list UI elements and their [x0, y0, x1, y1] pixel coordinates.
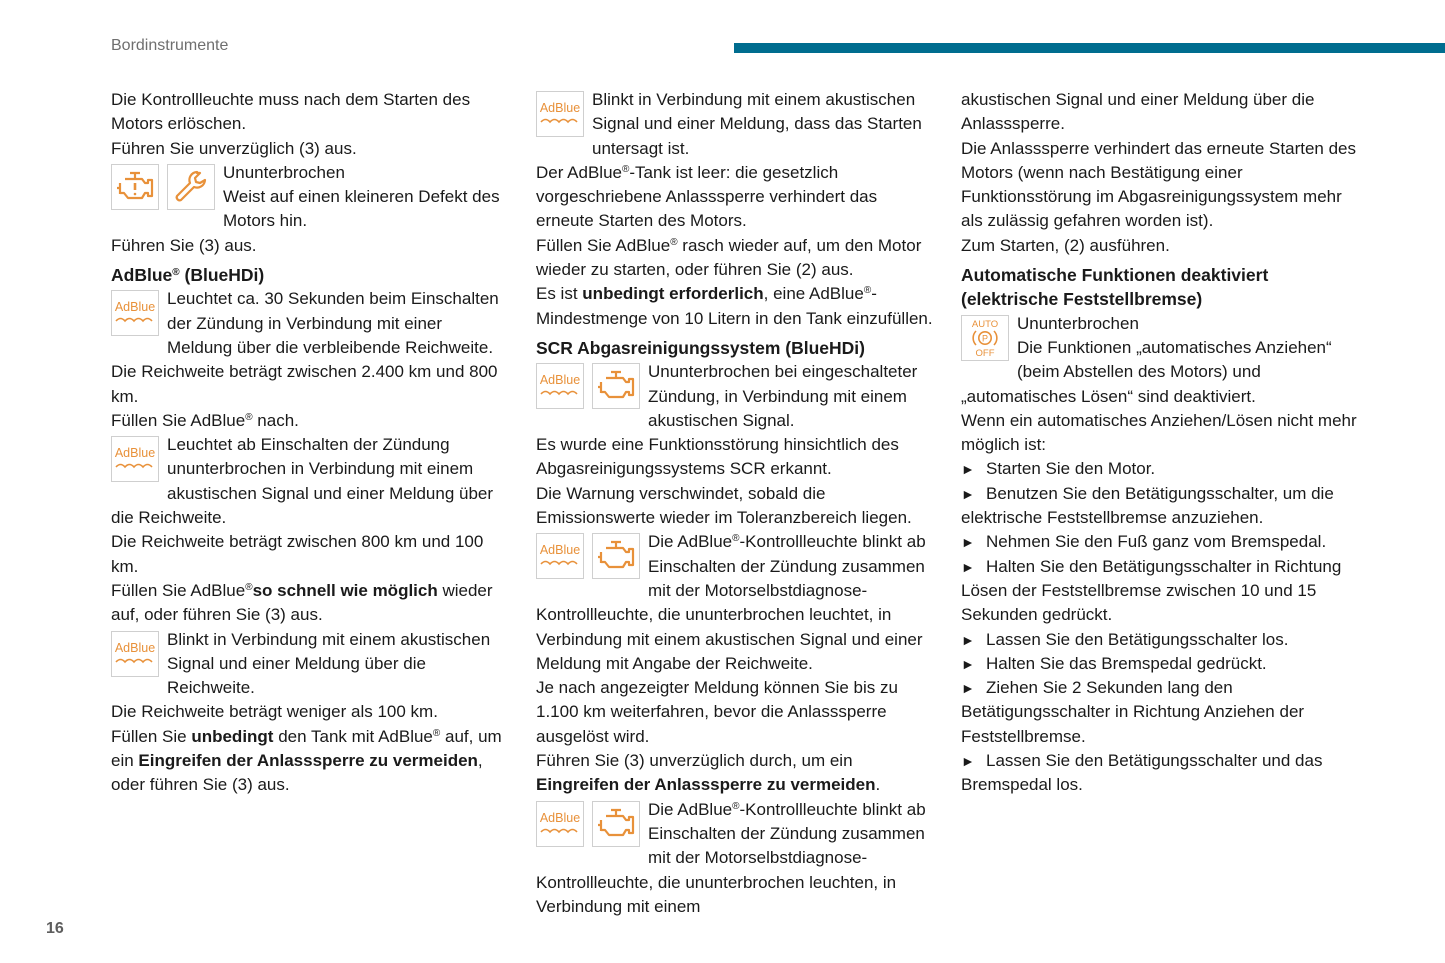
- svg-text:AdBlue: AdBlue: [114, 640, 156, 655]
- paragraph: Die Kontrollleuchte muss nach dem Starten des Motors erlöschen.: [111, 90, 471, 134]
- paragraph: Es wurde eine Funktionsstörung hinsichtlich des Abgasreinigungssystems SCR erkannt.: [536, 435, 899, 479]
- bullet-arrow-icon: ►: [961, 655, 975, 672]
- paragraph: Führen Sie (3) aus.: [111, 235, 257, 255]
- adblue-warning-c: AdBlue Blinkt in Verbindung mit einem akustischen Signal und einer Meldung über die Reichweite.: [111, 628, 511, 701]
- scr-warning-e: AdBlue Ununterbrochen bei eingeschalteter Zündung, in Verbindung mit einem akustischen Signal.: [536, 360, 936, 433]
- svg-text:AdBlue: AdBlue: [539, 373, 581, 388]
- paragraph: Füllen Sie AdBlue®so schnell wie möglich wieder auf, oder führen Sie (3) aus.: [111, 580, 493, 625]
- step-item: ► Nehmen Sie den Fuß ganz vom Bremspedal.: [961, 530, 1361, 554]
- steps-list: [961, 457, 1361, 797]
- bullet-arrow-icon: ►: [961, 753, 975, 770]
- bullet-arrow-icon: ►: [961, 558, 975, 575]
- step-item: ► Halten Sie das Bremspedal gedrückt.: [961, 652, 1361, 676]
- svg-text:P: P: [981, 333, 989, 344]
- svg-text:AdBlue: AdBlue: [539, 101, 581, 115]
- page-number: 16: [46, 920, 64, 937]
- section-title: Bordinstrumente: [111, 37, 229, 54]
- paragraph: Es ist unbedingt erforderlich, eine AdBlue®-Mindestmenge von 10 Litern in den Tank einzufüllen.: [536, 284, 933, 328]
- svg-text:AdBlue: AdBlue: [539, 810, 581, 825]
- bullet-arrow-icon: ►: [961, 631, 975, 648]
- engine-icon: [592, 363, 640, 409]
- bullet-arrow-icon: ►: [961, 680, 975, 697]
- step-item: ► Starten Sie den Motor.: [961, 457, 1361, 481]
- step-item: ► Lassen Sie den Betätigungsschalter los.: [961, 628, 1361, 652]
- paragraph: Die Reichweite beträgt zwischen 2.400 km und 800 km.: [111, 362, 498, 406]
- adblue-icon: [111, 631, 159, 677]
- column-2: [536, 88, 936, 919]
- paragraph: Die Reichweite beträgt zwischen 800 km und 100 km.: [111, 532, 484, 576]
- adblue-icon: [536, 91, 584, 137]
- paragraph: Zum Starten, (2) ausführen.: [961, 235, 1170, 255]
- bullet-arrow-icon: ►: [961, 485, 975, 502]
- column-1: [111, 88, 511, 798]
- step-item: ► Halten Sie den Betätigungsschalter in Richtung Lösen der Feststellbremse zwischen 10 und 15 Sekunden gedrückt.: [961, 556, 1342, 625]
- adblue-icon: [536, 801, 584, 847]
- paragraph: Die Anlasssperre verhindert das erneute Starten des Motors (wenn nach Bestätigung einer Funktionsstörung im Abgasreinigungssystem mehr als zulässig gefahren worden ist).: [961, 138, 1357, 231]
- engine-icon: [592, 533, 640, 579]
- engine-warning-icon: [111, 164, 159, 210]
- column-3: [961, 88, 1361, 798]
- heading-adblue: AdBlue® (BlueHDi): [111, 265, 265, 286]
- adblue-icon: [536, 533, 584, 579]
- svg-text:AdBlue: AdBlue: [114, 446, 156, 461]
- engine-icon: [592, 801, 640, 847]
- bullet-arrow-icon: ►: [961, 461, 975, 478]
- svg-text:OFF: OFF: [975, 347, 995, 359]
- parking-brake-warning: AUTO P OFF Ununterbrochen Die Funktionen „automatisches Anziehen“ (beim Abstellen des Motors) und „automatisches Lösen“ sind deaktiviert.: [961, 313, 1332, 406]
- step-item: ► Benutzen Sie den Betätigungsschalter, um die elektrische Feststellbremse anzuziehen.: [961, 483, 1334, 528]
- header-accent-bar: [734, 43, 1445, 53]
- heading-auto-functions: Automatische Funktionen deaktiviert (elektrische Feststellbremse): [961, 265, 1269, 310]
- scr-warning-f: AdBlue Die AdBlue®-Kontrollleuchte blinkt ab Einschalten der Zündung zusammen mit der Motorselbstdiagnose-Kontrollleuchte, die ununterbrochen leuchtet, in Verbindung mit einem akustischen Signal und einer Meldung mit Angabe der Reichweite.: [536, 532, 926, 673]
- adblue-warning-a: AdBlue Leuchtet ca. 30 Sekunden beim Einschalten der Zündung in Verbindung mit einer Meldung über die verbleibende Reichweite.: [111, 287, 511, 360]
- paragraph: Wenn ein automatisches Anziehen/Lösen nicht mehr möglich ist:: [961, 410, 1357, 455]
- adblue-warning-b: AdBlue Leuchtet ab Einschalten der Zündung ununterbrochen in Verbindung mit einem akustischen Signal und einer Meldung über die Reichweite.: [111, 435, 494, 528]
- svg-text:AdBlue: AdBlue: [114, 300, 156, 315]
- step-item: ► Lassen Sie den Betätigungsschalter und das Bremspedal los.: [961, 751, 1323, 795]
- scr-warning-g: AdBlue Die AdBlue®-Kontrollleuchte blinkt ab Einschalten der Zündung zusammen mit der Motorselbstdiagnose-Kontrollleuchte, die ununterbrochen leuchten, in Verbindung mit einem: [536, 799, 926, 916]
- adblue-warning-d: AdBlue Blinkt in Verbindung mit einem akustischen Signal und einer Meldung, dass das Starten untersagt ist.: [536, 88, 936, 161]
- paragraph: Füllen Sie unbedingt den Tank mit AdBlue® auf, um ein Eingreifen der Anlasssperre zu vermeiden, oder führen Sie (3) aus.: [111, 726, 502, 795]
- adblue-icon: [111, 290, 159, 336]
- step-item: ► Ziehen Sie 2 Sekunden lang den Betätigungsschalter in Richtung Anziehen der Feststellbremse.: [961, 678, 1305, 746]
- svg-text:AUTO: AUTO: [971, 318, 999, 330]
- wrench-icon: [167, 164, 215, 210]
- paragraph: Führen Sie unverzüglich (3) aus.: [111, 138, 357, 158]
- paragraph: Die Warnung verschwindet, sobald die Emissionswerte wieder im Toleranzbereich liegen.: [536, 483, 912, 528]
- auto-p-off-icon: [961, 315, 1009, 361]
- svg-text:AdBlue: AdBlue: [539, 543, 581, 558]
- heading-scr: SCR Abgasreinigungssystem (BlueHDi): [536, 337, 865, 358]
- paragraph: Die Reichweite beträgt weniger als 100 km.: [111, 702, 438, 722]
- warning-engine-service: Ununterbrochen Weist auf einen kleineren Defekt des Motors hin.: [111, 161, 511, 234]
- paragraph: akustischen Signal und einer Meldung über die Anlasssperre.: [961, 90, 1315, 134]
- adblue-icon: [111, 436, 159, 482]
- paragraph: Je nach angezeigter Meldung können Sie bis zu 1.100 km weiterfahren, bevor die Anlasssperre ausgelöst wird.: [536, 678, 898, 746]
- paragraph: Füllen Sie AdBlue® nach.: [111, 410, 299, 430]
- paragraph: Füllen Sie AdBlue® rasch wieder auf, um den Motor wieder zu starten, oder führen Sie (2) aus.: [536, 235, 922, 280]
- adblue-icon: [536, 363, 584, 409]
- paragraph: Führen Sie (3) unverzüglich durch, um ein Eingreifen der Anlasssperre zu vermeiden.: [536, 751, 881, 795]
- paragraph: Der AdBlue®-Tank ist leer: die gesetzlich vorgeschriebene Anlasssperre verhindert das erneute Starten des Motors.: [536, 162, 878, 231]
- bullet-arrow-icon: ►: [961, 534, 975, 551]
